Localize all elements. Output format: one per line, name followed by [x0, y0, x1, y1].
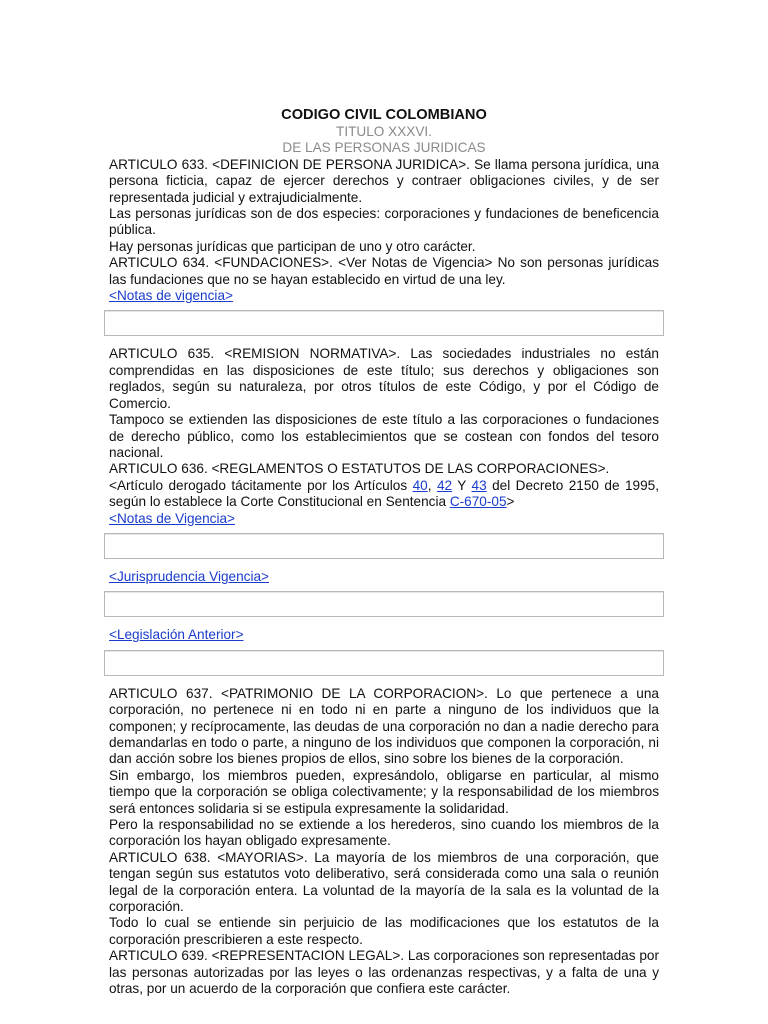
article-636-text-c: >: [506, 494, 515, 510]
article-637-p2: Sin embargo, los miembros pueden, expresándolo, obligarse en particular, al mismo tiempo que la corporación se obliga colectivamente; y la responsabilidad de los miembros será entonces solidaria si se estipula expresamente la solidaridad.: [109, 767, 659, 816]
collapsed-legislacion-box[interactable]: [104, 650, 664, 676]
article-637-p3: Pero la responsabilidad no se extiende a los herederos, sino cuando los miembros de la corporación los hayan obligado expresamente.: [109, 817, 659, 849]
collapsed-notes-box-1[interactable]: [104, 310, 664, 336]
article-635: ARTICULO 635. <REMISION NORMATIVA>. Las sociedades industriales no están comprendidas en las disposiciones de este título; sus derechos y obligaciones son reglados, según su naturaleza, por otros títulos de este Código, y por el Código de Comercio.: [109, 346, 659, 411]
article-43-link[interactable]: 43: [471, 477, 487, 493]
collapsed-jurisprudencia-box[interactable]: [104, 591, 664, 617]
document-page: [109, 106, 659, 997]
jurisprudencia-link[interactable]: <Jurisprudencia Vigencia>: [109, 568, 269, 584]
article-635-p2: Tampoco se extienden las disposiciones de este título a las corporaciones o fundaciones de derecho público, como los establecimientos que se costean con fondos del tesoro nacional.: [109, 412, 659, 460]
article-636: ARTICULO 636. <REGLAMENTOS O ESTATUTOS DE LAS CORPORACIONES>.: [109, 461, 610, 477]
article-636-text-b: del Decreto 2150 de 1995, según lo establece la Corte Constitucional en Sentencia: [109, 477, 659, 510]
article-636-text-a: <Artículo derogado tácitamente por los Artículos: [109, 477, 413, 493]
article-633-p2: Las personas jurídicas son de dos especies: corporaciones y fundaciones de beneficencia pública.: [109, 206, 659, 238]
notas-vigencia-link-1[interactable]: <Notas de vigencia>: [109, 288, 233, 304]
article-638: ARTICULO 638. <MAYORIAS>. La mayoría de los miembros de una corporación, que tengan según sus estatutos voto deliberativo, será considerada como una sala o reunión legal de la corporación entera. La voluntad de la mayoría de la sala es la voluntad de la corporación.: [109, 849, 659, 915]
separator-1: ,: [427, 477, 437, 493]
notas-vigencia-link-2[interactable]: <Notas de Vigencia>: [109, 510, 235, 526]
article-42-link[interactable]: 42: [436, 477, 453, 493]
article-633-p3: Hay personas jurídicas que participan de uno y otro carácter.: [109, 238, 476, 254]
article-639: ARTICULO 639. <REPRESENTACION LEGAL>. Las corporaciones son representadas por las personas autorizadas por las leyes o las ordenanzas respectivas, y a falta de una y otras, por un acuerdo de la corporación que confiera este carácter.: [109, 948, 659, 997]
collapsed-notes-box-2[interactable]: [104, 533, 664, 559]
article-636-note: [109, 478, 659, 511]
legislacion-anterior-link[interactable]: <Legislación Anterior>: [109, 627, 244, 643]
separator-2: Y: [452, 477, 472, 493]
article-637: ARTICULO 637. <PATRIMONIO DE LA CORPORACION>. Lo que pertenece a una corporación, no pertenece ni en todo ni en parte a ninguno de los individuos que la componen; y recíprocamente, las deudas de una corporación no dan a nadie derecho para demandarlas en todo o parte, a ninguno de los individuos que componen la corporación, ni dan acción sobre los bienes propios de ellos, sino sobre los bienes de la corporación.: [109, 685, 659, 767]
document-title: CODIGO CIVIL COLOMBIANO: [281, 107, 487, 123]
article-634: ARTICULO 634. <FUNDACIONES>. <Ver Notas de Vigencia> No son personas jurídicas las fundaciones que no se hayan establecido en virtud de una ley.: [109, 255, 659, 287]
article-40-link[interactable]: 40: [412, 477, 428, 493]
sentencia-c670-link[interactable]: C-670-05: [449, 494, 507, 510]
titulo-heading: TITULO XXXVI.: [336, 124, 432, 139]
subtitulo-heading: DE LAS PERSONAS JURIDICAS: [282, 140, 486, 156]
article-638-p2: Todo lo cual se entiende sin perjuicio de las modificaciones que los estatutos de la corporación prescribieren a este respecto.: [109, 915, 659, 947]
article-633: ARTICULO 633. <DEFINICION DE PERSONA JURIDICA>. Se llama persona jurídica, una persona ficticia, capaz de ejercer derechos y contraer obligaciones civiles, y de ser representada judicial y extrajudicialmente.: [109, 156, 659, 205]
